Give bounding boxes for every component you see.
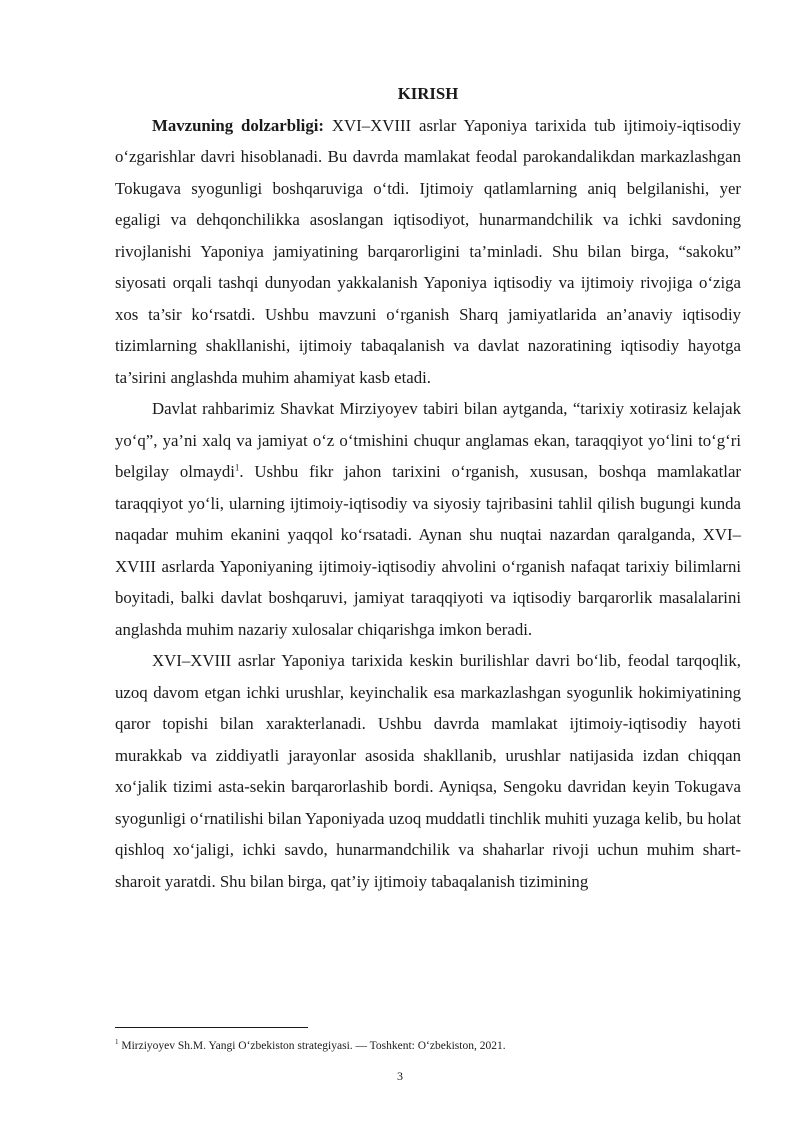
paragraph-text: XVI–XVIII asrlar Yaponiya tarixida keskin burilishlar davri bo‘lib, feodal tarqoqlik, uzoq davom etgan ichki urushlar, keyinchalik esa markazlashgan syogunlik hokimiyatining qaror topishi bilan xarakterlanadi. Ushbu davrda mamlakat ijtimoiy-iqtisodiy hayoti murakkab va ziddiyatli jarayonlar asosida shakllanib, urushlar natijasida izdan chiqqan xo‘jalik tizimi asta-sekin barqarorlashib bordi. Ayniqsa, Sengoku davridan keyin Tokugava syogunligi o‘rnatilishi bilan Yaponiyada uzoq muddatli tinchlik muhiti yuzaga kelib, bu holat qishloq xo‘jaligi, ichki savdo, hunarmandchilik va shaharlar rivoji uchun muhim shart-sharoit yaratdi. Shu bilan birga, qat’iy ijtimoiy tabaqalanish tizimining — [115, 651, 741, 891]
paragraph-relevance — [115, 110, 741, 394]
paragraph-quote — [115, 393, 741, 645]
footnote-text: Mirziyoyev Sh.M. Yangi O‘zbekiston strategiyasi. — Toshkent: O‘zbekiston, 2021. — [118, 1040, 506, 1052]
paragraph-text: . Ushbu fikr jahon tarixini o‘rganish, xususan, boshqa mamlakatlar taraqqiyot yo‘li, ularning ijtimoiy-iqtisodiy va siyosiy tajribasini tahlil qilish bugungi kunda naqadar muhim ekanini yaqqol ko‘rsatadi. Aynan shu nuqtai nazardan qaralganda, XVI–XVIII asrlarda Yaponiyaning ijtimoiy-iqtisodiy ahvolini o‘rganish nafaqat tarixiy bilimlarni boyitadi, balki davlat boshqaruvi, jamiyat taraqqiyoti va iqtisodiy barqarorlik masalalarini anglashda muhim nazariy xulosalar chiqarishga imkon beradi. — [115, 462, 741, 639]
paragraph-text: Davlat rahbarimiz Shavkat Mirziyoyev tabiri bilan aytganda, “tarixiy xotirasiz kelajak yo‘q”, ya’ni xalq va jamiyat o‘z o‘tmishini chuqur anglamas ekan, taraqqiyot yo‘lini to‘g‘ri belgilay olmaydi — [115, 399, 741, 481]
footnote-mark: 1 — [115, 1038, 119, 1047]
page-number: 3 — [397, 1069, 403, 1083]
paragraph-text: XVI–XVIII asrlar Yaponiya tarixida tub ijtimoiy-iqtisodiy o‘zgarishlar davri hisoblanadi. Bu davrda mamlakat feodal parokandalikdan markazlashgan Tokugava syogunligi boshqaruviga o‘tdi. Ijtimoiy qatlamlarning aniq belgilanishi, yer egaligi va dehqonchilikka asoslangan iqtisodiyot, hunarmandchilik va ichki savdoning rivojlanishi Yaponiya jamiyatining barqarorligini ta’minladi. Shu bilan birga, “sakoku” siyosati orqali tashqi dunyodan yakkalanish Yaponiya iqtisodiy va ijtimoiy rivojiga o‘ziga xos ta’sir ko‘rsatdi. Ushbu mavzuni o‘rganish Sharq jamiyatlarida an’anaviy iqtisodiy tizimlarning shakllanishi, ijtimoiy tabaqalanish va davlat nazoratining iqtisodiy hayotga ta’sirini anglashda muhim ahamiyat kasb etadi. — [115, 115, 741, 387]
footnote-reference[interactable]: 1 — [234, 462, 240, 473]
footnote-separator — [115, 1027, 308, 1028]
page-body — [115, 78, 741, 897]
paragraph-history — [115, 645, 741, 897]
footnote — [115, 1038, 741, 1054]
paragraph-lead: Mavzuning dolzarbligi: — [152, 115, 324, 135]
page-title: KIRISH — [397, 84, 459, 103]
